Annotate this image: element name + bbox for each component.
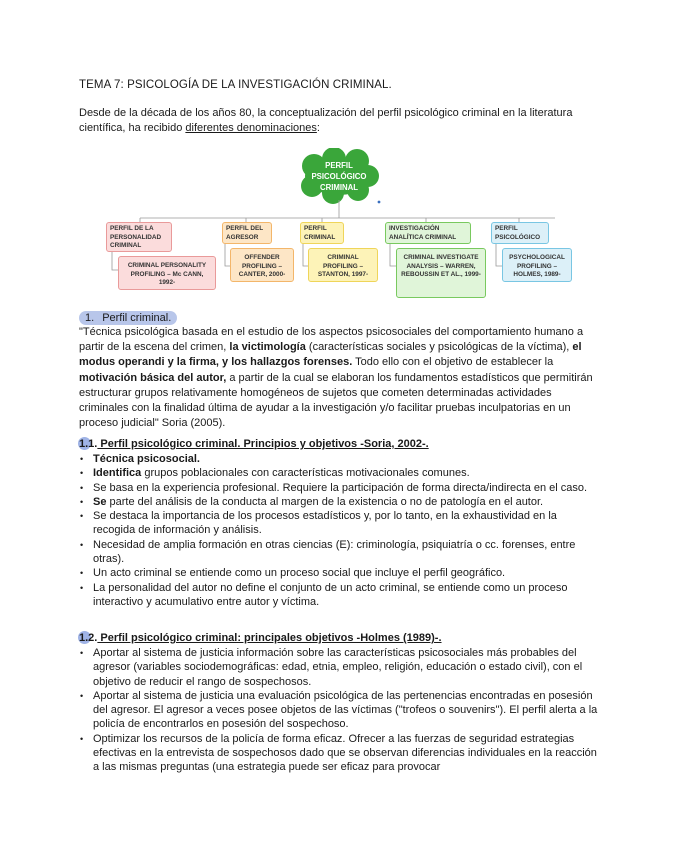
list-item: • Identifica grupos poblacionales con características motivacionales comunes.	[79, 466, 599, 480]
para-text-4: a partir de la cual se elaboran los fundamentos estadísticos que permitirán estructurar grupos relativamente homogéneos de sujetos que cometen determinadas actividades criminales con la finalidad última de ayudar a la investigación y/o facilitar pruebas inculpatorias en un proceso judicial" Soria (2005).	[79, 371, 593, 430]
list-item: • Necesidad de amplia formación en otras ciencias (E): criminología, psiquiatría o cc. forenses, entre otras).	[79, 538, 599, 567]
subsection-1-1-title: Perfil psicológico criminal. Principios y objetivos -Soria, 2002-.	[97, 438, 429, 450]
subsection-1-2-heading	[79, 631, 442, 646]
section-1-number: 1.	[85, 312, 95, 324]
profile-diagram	[100, 148, 580, 308]
intro-paragraph	[79, 106, 599, 136]
branch-child-investigation: CRIMINAL INVESTIGATE ANALYSIS – WARREN, REBOUSSIN ET AL., 1999-	[396, 248, 486, 298]
subsection-1-1-list	[79, 452, 599, 609]
branch-head-psychological: PERFIL PSICOLÓGICO	[491, 222, 549, 244]
intro-text: Desde de la década de los años 80, la conceptualización del perfil psicológico criminal en la literatura científica, ha recibido	[79, 107, 573, 134]
list-item: • Se parte del análisis de la conducta al margen de la existencia o no de patología en el autor.	[79, 495, 599, 509]
page-title: TEMA 7: PSICOLOGÍA DE LA INVESTIGACIÓN CRIMINAL.	[79, 79, 392, 91]
intro-underlined: diferentes denominaciones	[185, 122, 317, 134]
subsection-1-1-heading	[79, 437, 429, 452]
list-item: • Técnica psicosocial.	[79, 452, 599, 466]
list-item: • Un acto criminal se entiende como un proceso social que incluye el perfil geográfico.	[79, 566, 599, 580]
para-bold-3: motivación básica del autor,	[79, 371, 227, 384]
list-item: • Aportar al sistema de justicia una evaluación psicológica de las pertenencias encontradas en posesión del agresor. El agresor a veces posee objetos de las víctimas ("trofeos o souvenirs"). El perfil alerta a la policía de encontrarlos en posesión del sospechoso.	[79, 689, 599, 732]
para-text-3: Todo ello con el objetivo de establecer la	[352, 356, 554, 369]
list-item: • Aportar al sistema de justicia información sobre las características psicosociales más probables del agresor (variables sociodemográficas: edad, etnia, empleo, religión, educación o estado civil), con el objetivo de reducir el rango de sospechosos.	[79, 646, 599, 689]
subsection-1-2-title: Perfil psicológico criminal: principales objetivos -Holmes (1989)-.	[97, 632, 442, 644]
branch-child-psychological: PSYCHOLOGICAL PROFILING – HOLMES, 1989-	[502, 248, 572, 282]
section-1-paragraph	[79, 325, 599, 431]
branch-child-aggressor: OFFENDER PROFILING – CANTER, 2000-	[230, 248, 294, 282]
subsection-1-1-number: 1.1.	[79, 438, 98, 450]
branch-head-criminal: PERFIL CRIMINAL	[300, 222, 344, 244]
branch-head-investigation: INVESTIGACIÓN ANALÍTICA CRIMINAL	[385, 222, 471, 244]
diagram-root-label: PERFIL PSICOLÓGICO CRIMINAL	[311, 161, 367, 192]
para-bold-1: la victimología	[229, 341, 306, 354]
branch-child-criminal: CRIMINAL PROFILING – STANTON, 1997-	[308, 248, 378, 282]
subsection-1-2-number: 1.2.	[79, 632, 98, 644]
para-text-1: "Técnica psicológica basada en el estudio de los aspectos psicosociales del comportamiento humano a partir de la escena del crimen,	[79, 326, 584, 354]
para-text-2: (características sociales y psicológicas de la víctima),	[305, 341, 573, 354]
list-item: • Se destaca la importancia de los procesos estadísticos y, por lo tanto, en la exhaustividad en la recogida de información y análisis.	[79, 509, 599, 538]
list-item: • Se basa en la experiencia profesional. Requiere la participación de forma directa/indirecta en el caso.	[79, 481, 599, 495]
branch-head-aggressor: PERFIL DEL AGRESOR	[222, 222, 272, 244]
para-bold-2: el modus operandi y la firma, y los hallazgos forenses.	[79, 341, 582, 369]
branch-child-personality: CRIMINAL PERSONALITY PROFILING – Mc CANN, 1992-	[118, 256, 216, 290]
small-dot	[378, 201, 381, 204]
list-item: • Optimizar los recursos de la policía de forma eficaz. Ofrecer a las fuerzas de seguridad estrategias efectivas en la entrevista de sospechosos dado que se observan diferencias individuales en la reacción a las mismas preguntas (una estrategia puede ser eficaz para provocar	[79, 732, 599, 775]
intro-colon: :	[316, 122, 320, 134]
section-1-title: Perfil criminal.	[102, 312, 172, 324]
branch-head-personality: PERFIL DE LA PERSONALIDAD CRIMINAL	[106, 222, 172, 252]
list-item: • La personalidad del autor no define el conjunto de un acto criminal, se entiende como un proceso interactivo y acumulativo entre autor y víctima.	[79, 581, 599, 610]
subsection-1-2-list	[79, 646, 599, 775]
section-1-heading	[79, 311, 177, 325]
